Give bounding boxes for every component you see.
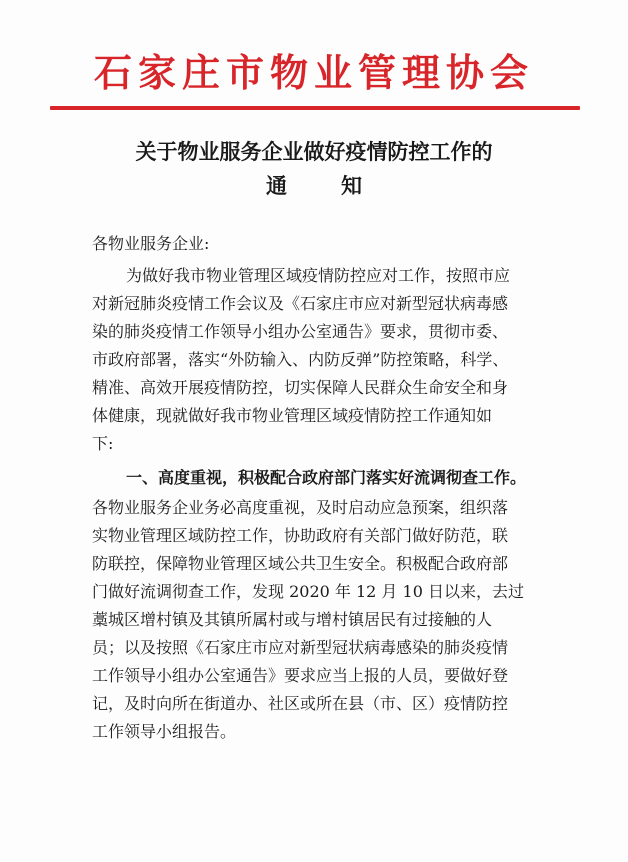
section-1-body-line: 记，及时向所在街道办、社区或所在县（市、区）疫情防控 (92, 694, 509, 713)
section-1-body-line: 各物业服务企业务必高度重视，及时启动应急预案，组织落 (92, 498, 509, 517)
section-1-body-line: 工作领导小组办公室通告》要求应当上报的人员，要做好登 (92, 666, 509, 685)
paragraph-1-line: 体健康，现就做好我市物业管理区域疫情防控工作通知如 (92, 406, 493, 425)
section-1-body-line: 实物业管理区域防控工作，协助政府有关部门做好防范，联 (92, 526, 509, 545)
section-1-heading: 一、高度重视，积极配合政府部门落实好流调彻查工作。 (126, 468, 527, 487)
document-title-line-2: 通知 (266, 173, 416, 198)
paragraph-1-line: 市政府部署，落实“外防输入、内防反弹”防控策略，科学、 (92, 350, 509, 369)
paragraph-1-line: 对新冠肺炎疫情工作会议及《石家庄市应对新型冠状病毒感 (92, 294, 509, 313)
section-1-body-line: 员；以及按照《石家庄市应对新型冠状病毒感染的肺炎疫情 (92, 638, 509, 657)
salutation: 各物业服务企业: (92, 234, 210, 253)
section-1-body-line: 门做好流调彻查工作，发现 2020 年 12 月 10 日以来，去过 (92, 582, 524, 601)
document-title-line-1: 关于物业服务企业做好疫情防控工作的 (135, 139, 493, 164)
organization-header: 石家庄市物业管理协会 (93, 50, 534, 95)
section-1-body-line: 藁城区增村镇及其镇所属村或与增村镇居民有过接触的人 (92, 610, 493, 629)
paragraph-1-line: 下: (92, 434, 114, 453)
paragraph-1-line: 为做好我市物业管理区域疫情防控应对工作，按照市应 (126, 266, 511, 285)
red-divider-line (50, 106, 580, 110)
section-1-body-line: 工作领导小组报告。 (92, 722, 237, 741)
paragraph-1-line: 染的肺炎疫情工作领导小组办公室通告》要求，贯彻市委、 (92, 322, 509, 341)
paragraph-1-line: 精准、高效开展疫情防控，切实保障人民群众生命安全和身 (92, 378, 509, 397)
section-1-body-line: 防联控，保障物业管理区域公共卫生安全。积极配合政府部 (92, 554, 509, 573)
